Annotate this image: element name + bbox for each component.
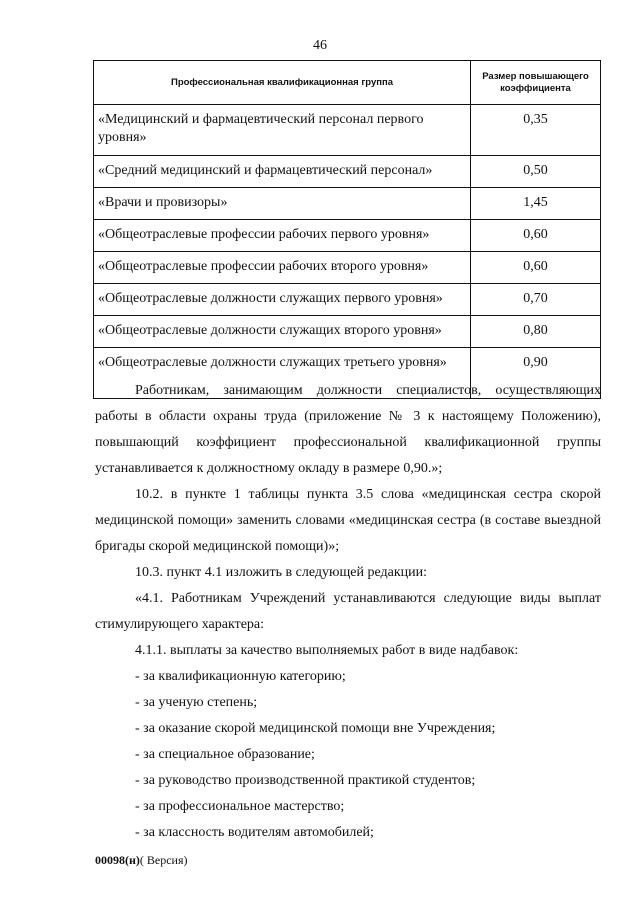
row-coefficient: 1,45	[471, 188, 601, 220]
list-item: - за оказание скорой медицинской помощи вне Учреждения;	[135, 721, 496, 736]
list-item: - за квалификационную категорию;	[135, 669, 346, 684]
table-row	[94, 284, 601, 316]
table-row	[94, 156, 601, 188]
paragraph-safety-specialists: Работникам, занимающим должности специалистов, осуществляющих работы в области охраны труда (приложение № 3 к настоящему Положению), повышающий коэффициент профессиональной квалификационной группы устанавливается к должностному окладу в размере 0,90.»;	[95, 383, 601, 476]
row-coefficient: 0,60	[471, 252, 601, 284]
row-group: «Общеотраслевые профессии рабочих первого уровня»	[94, 220, 471, 252]
row-group: «Медицинский и фармацевтический персонал первого уровня»	[94, 105, 471, 156]
document-code: 00098(н)	[95, 853, 140, 867]
row-coefficient: 0,60	[471, 220, 601, 252]
document-body	[95, 378, 601, 846]
table-row	[94, 188, 601, 220]
header-group: Профессиональная квалификационная группа	[94, 61, 471, 105]
row-coefficient: 0,50	[471, 156, 601, 188]
page-number: 46	[313, 38, 327, 53]
list-item: - за профессиональное мастерство;	[135, 799, 345, 814]
paragraph-10-3: 10.3. пункт 4.1 изложить в следующей редакции:	[135, 565, 427, 580]
coefficient-table	[93, 60, 601, 399]
row-group: «Средний медицинский и фармацевтический персонал»	[94, 156, 471, 188]
row-coefficient: 0,90	[471, 348, 601, 399]
document-version: ( Версия)	[139, 853, 188, 867]
row-group: «Общеотраслевые должности служащих первого уровня»	[94, 284, 471, 316]
list-item: - за классность водителям автомобилей;	[135, 825, 374, 840]
row-group: «Общеотраслевые должности служащих второго уровня»	[94, 316, 471, 348]
row-group: «Общеотраслевые профессии рабочих второго уровня»	[94, 252, 471, 284]
paragraph-10-2: 10.2. в пункте 1 таблицы пункта 3.5 слова «медицинская сестра скорой медицинской помощи» заменить словами «медицинская сестра (в составе выездной бригады скорой медицинской помощи)»;	[95, 487, 601, 554]
header-coefficient: Размер повышающего коэффициента	[471, 61, 601, 105]
table-row	[94, 105, 601, 156]
table-header-row	[94, 61, 601, 105]
list-item: - за специальное образование;	[135, 747, 315, 762]
row-group: «Общеотраслевые должности служащих третьего уровня»	[94, 348, 471, 399]
row-group: «Врачи и провизоры»	[94, 188, 471, 220]
list-item: - за руководство производственной практикой студентов;	[135, 773, 476, 788]
paragraph-4-1: «4.1. Работникам Учреждений устанавливаются следующие виды выплат стимулирующего характера:	[95, 591, 601, 632]
row-coefficient: 0,70	[471, 284, 601, 316]
table-row	[94, 316, 601, 348]
list-item: - за ученую степень;	[135, 695, 258, 710]
table-row	[94, 252, 601, 284]
paragraph-4-1-1: 4.1.1. выплаты за качество выполняемых работ в виде надбавок:	[135, 643, 519, 658]
table-row	[94, 220, 601, 252]
document-footer	[95, 853, 188, 868]
row-coefficient: 0,80	[471, 316, 601, 348]
row-coefficient: 0,35	[471, 105, 601, 156]
